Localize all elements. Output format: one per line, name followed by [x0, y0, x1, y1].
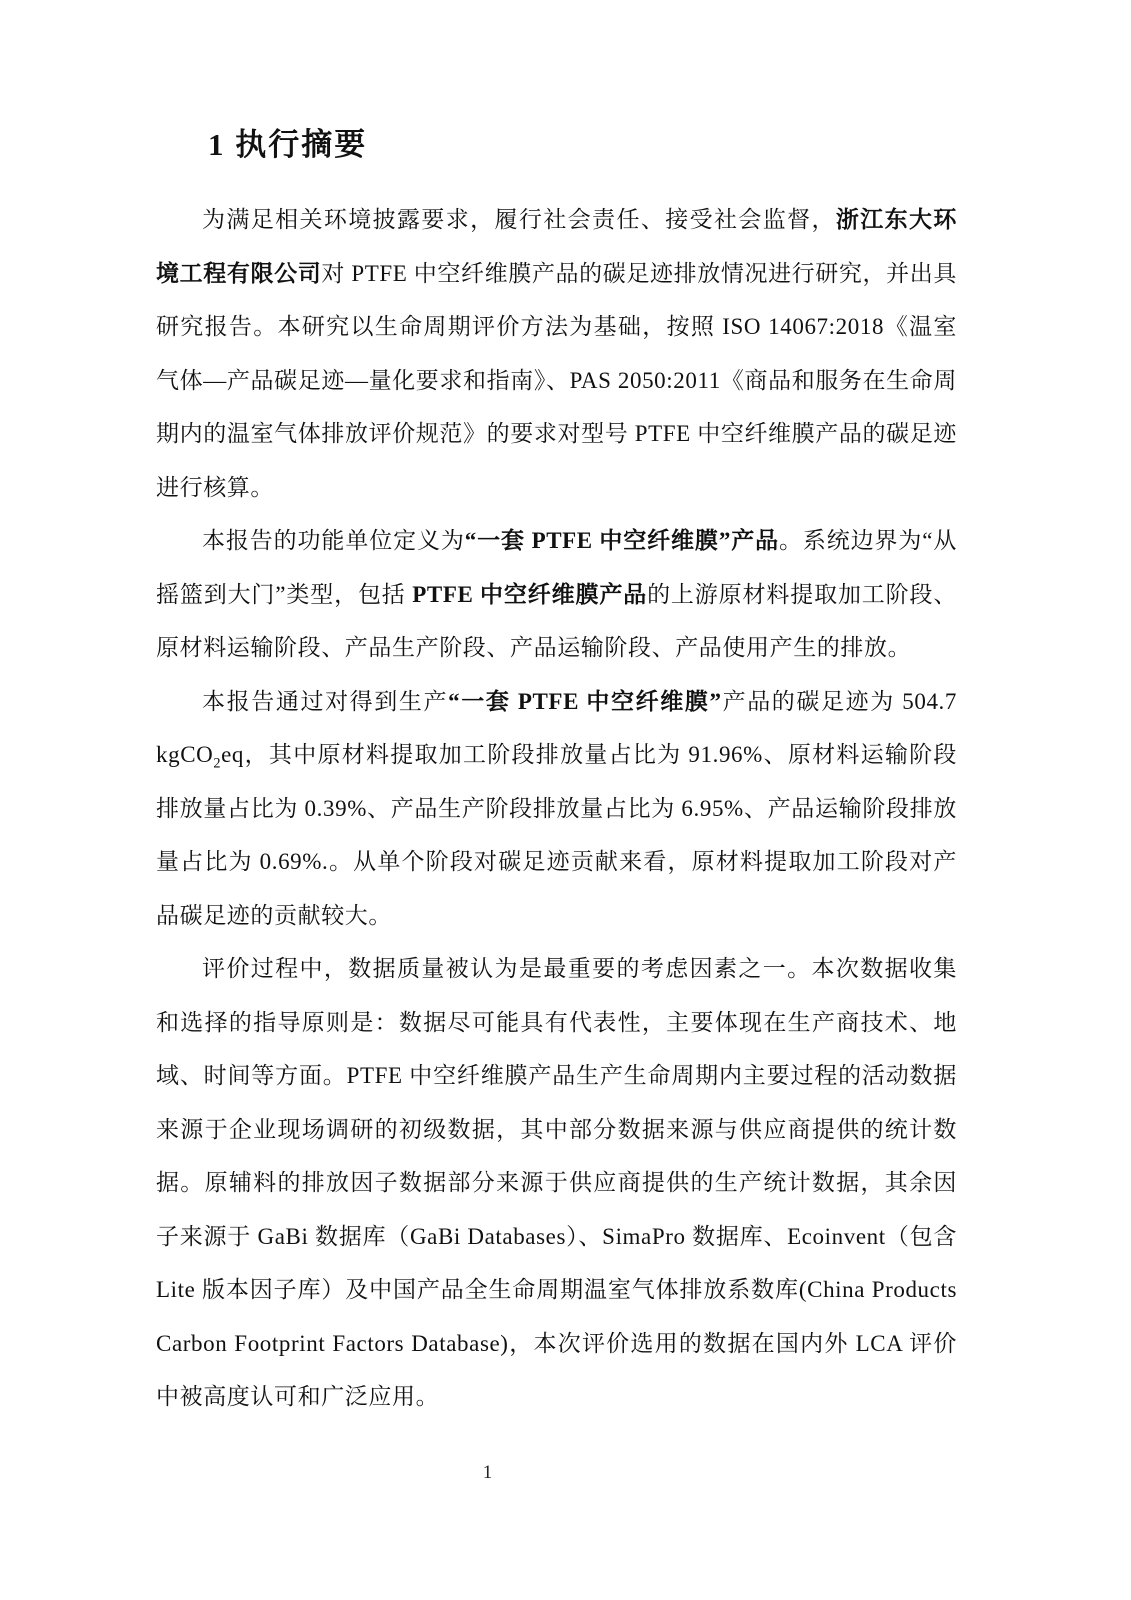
page-number: 1: [482, 1462, 493, 1483]
paragraph: [156, 675, 957, 943]
text-run: 为满足相关环境披露要求，履行社会责任、接受社会监督，: [202, 207, 836, 233]
text-run: eq，其中原材料提取加工阶段排放量占比为 91.96%、原材料运输阶段排放量占比为 0.39%、产品生产阶段排放量占比为 6.95%、产品运输阶段排放量占比为 0.69%.。从单个阶段对碳足迹贡献来看，原材料提取加工阶段对产品碳足迹的贡献较大。: [156, 742, 957, 928]
paragraph: [156, 942, 957, 1424]
bold-text-run: “一套 PTFE 中空纤维膜”产品: [464, 528, 779, 554]
bold-text-run: PTFE 中空纤维膜产品: [412, 581, 648, 607]
text-run: 产品的碳足迹为 504.7 kgCO: [156, 688, 957, 768]
bold-text-run: 浙江东大环境工程有限公司: [156, 207, 957, 286]
section-heading: 1 执行摘要: [208, 127, 368, 162]
paragraph: [156, 193, 957, 514]
paragraph: [156, 514, 957, 675]
text-run: 评价过程中，数据质量被认为是最重要的考虑因素之一。本次数据收集和选择的指导原则是：数据尽可能具有代表性，主要体现在生产商技术、地域、时间等方面。PTFE 中空纤维膜产品生产生命周期内主要过程的活动数据来源于企业现场调研的初级数据，其中部分数据来源与供应商提供的统计数据。原辅料的排放因子数据部分来源于供应商提供的生产统计数据，其余因子来源于 GaBi 数据库（GaBi Databases）、SimaPro 数据库、Ecoinvent（包含 Lite 版本因子库）及中国产品全生命周期温室气体排放系数库(China Products Carbon Footprint Factors Database)，本次评价选用的数据在国内外 LCA 评价中被高度认可和广泛应用。: [156, 956, 957, 1410]
subscript-text-run: 2: [213, 755, 222, 772]
text-run: 本报告的功能单位定义为: [202, 528, 465, 554]
text-run: 的上游原材料提取加工阶段、原材料运输阶段、产品生产阶段、产品运输阶段、产品使用产生的排放。: [156, 581, 957, 661]
document-body: [156, 193, 957, 1424]
text-run: 对 PTFE 中空纤维膜产品的碳足迹排放情况进行研究，并出具研究报告。本研究以生命周期评价方法为基础，按照 ISO 14067:2018《温室气体—产品碳足迹—量化要求和指南》、PAS 2050:2011《商品和服务在生命周期内的温室气体排放评价规范》的要求对型号 PTFE 中空纤维膜产品的碳足迹进行核算。: [156, 260, 958, 500]
bold-text-run: “一套 PTFE 中空纤维膜”: [448, 688, 722, 714]
text-run: 本报告通过对得到生产: [202, 688, 449, 714]
text-run: 。系统边界为“从摇篮到大门”类型，包括: [156, 528, 958, 607]
